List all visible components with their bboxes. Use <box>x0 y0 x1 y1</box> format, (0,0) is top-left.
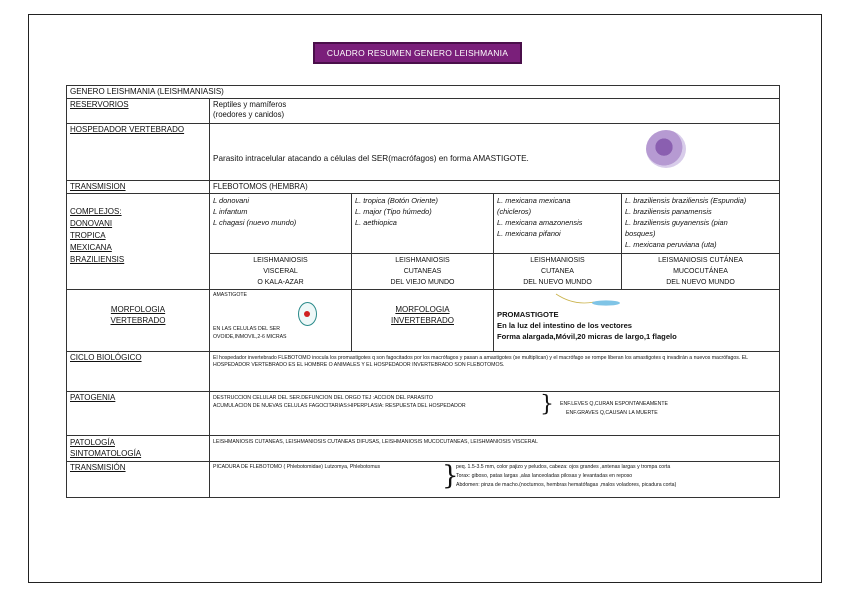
row-ciclo <box>67 352 780 392</box>
hospedador-content <box>210 124 780 181</box>
disease-cutanea-nuevo <box>494 254 622 290</box>
complejos-label-5: BRAZILIENSIS <box>70 255 125 264</box>
promastigote-line: En la luz del intestino de los vectores <box>497 321 633 330</box>
label-reservorios: RESERVORIOS <box>67 99 210 124</box>
disease-line: LEISHMANIOSIS <box>395 257 450 264</box>
disease-line: O KALA-AZAR <box>257 279 304 286</box>
flagellum-shape <box>556 294 594 303</box>
label-hospedador: HOSPEDADOR VERTEBRADO <box>67 124 210 181</box>
brace-icon: } <box>442 461 459 491</box>
transmision2-detail-2: Torax: giboso, patas largas ,alas lanceoladas pilosas y levantadas en reposo <box>456 473 633 479</box>
disease-line: LEISHMANIOSIS <box>253 257 308 264</box>
transmision2-text: PICADURA DE FLEBOTOMO ( Phlebotomidae) Lutzomya, Phlebotomus <box>213 464 381 470</box>
amastigote-image <box>298 302 317 326</box>
brace-icon: } <box>540 392 554 417</box>
species-item: (chicleros) <box>497 207 532 216</box>
label-patologia <box>67 436 210 462</box>
document-title: CUADRO RESUMEN GENERO LEISHMANIA <box>313 42 522 64</box>
summary-table <box>66 85 780 498</box>
morfologia-label-1: MORFOLOGIA <box>110 305 166 314</box>
species-item: L. major (Tipo húmedo) <box>355 207 432 216</box>
disease-line: CUTANEA <box>541 268 574 275</box>
species-item: L infantum <box>213 207 248 216</box>
promastigote-image <box>554 292 634 310</box>
patogenia-note-1: ENF.LEVES Q,CURAN ESPONTANEAMENTE <box>560 401 668 407</box>
disease-line: MUCOCUTÁNEA <box>673 268 728 275</box>
amastigote-desc-2: OVOIDE,INMOVIL,2-6 MICRAS <box>213 334 287 340</box>
species-item: bosques) <box>625 229 656 238</box>
species-item: L. mexicana amazonensis <box>497 218 583 227</box>
label-complejos <box>67 194 210 290</box>
patogenia-note-2: ENF.GRAVES Q,CAUSAN LA MUERTE <box>566 410 658 416</box>
species-item: L chagasi (nuevo mundo) <box>213 218 297 227</box>
disease-line: VISCERAL <box>263 268 298 275</box>
morfologia-label-2: VERTEBRADO <box>110 316 166 325</box>
species-item: L. tropica (Botón Oriente) <box>355 196 438 205</box>
amoeba-cell-image <box>646 130 686 168</box>
row-transmision-2 <box>67 462 780 498</box>
disease-line: DEL NUEVO MUNDO <box>666 279 735 286</box>
species-item: L donovani <box>213 196 250 205</box>
table-header: GENERO LEISHMANIA (LEISHMANIASIS) <box>67 86 780 99</box>
patogenia-text-2: ACUMULACION DE NUEVAS CELULAS FAGOCITARIAS:HIPERPLASIA: RESPUESTA DEL HOSPEDADOR <box>213 403 466 409</box>
transmision2-detail-1: peq. 1.5-3.5 mm, color pajizo y peludos, cabeza: ojos grandes ,antenas largas y trompa corta <box>456 464 671 470</box>
patologia-text: LEISHMANIOSIS CUTANEAS, LEISHMANIOSIS CUTANEAS DIFUSAS, LEISHMANIOSIS MUCOCUTANEAS, LEISHMANIOSIS VISCERAL <box>210 436 780 462</box>
complejo-tropica <box>352 194 494 254</box>
reservorios-text-2: (roedores y canidos) <box>213 110 285 119</box>
disease-line: LEISMANIOSIS CUTÁNEA <box>658 257 743 264</box>
table-header-row <box>67 86 780 99</box>
species-item: L. braziliensis panamensis <box>625 207 712 216</box>
disease-mucocutanea <box>622 254 780 290</box>
label-transmision-2: TRANSMISIÓN <box>67 462 210 498</box>
amastigote-cell <box>210 290 352 352</box>
patogenia-text-1: DESTRUCCION CELULAR DEL SER.DEFUNCION DEL ORGO TEJ :ACCION DEL PARASITO <box>213 395 433 401</box>
reservorios-content <box>210 99 780 124</box>
label-transmision: TRANSMISION <box>67 181 210 194</box>
label-patogenia: PATOGENIA <box>67 392 210 436</box>
complejos-label-1: COMPLEJOS: <box>70 207 122 216</box>
species-item: L. braziliensis guyanensis (pian <box>625 218 728 227</box>
label-morfologia-invertebrado <box>352 290 494 352</box>
summary-table-container <box>66 85 779 498</box>
species-item: L. mexicana peruviana (uta) <box>625 240 717 249</box>
ciclo-text: El hospedador invertebrado FLEBOTOMO inocula los promastigotes q son fagocitados por los macrófagos y pasan a amastigotes (se multiplican) y el macrófago se rompe liberan los amastigotes q invadirán a nuevos macrófagos. EL HOSPEDADOR VERTEBRADO ES EL HOMBRE O ANIMALES Y EL HOSPEDADOR INVERTEBRADO SON FLEBOTOMOS. <box>210 352 780 392</box>
reservorios-text-1: Reptiles y mamíferos <box>213 100 287 109</box>
row-morfologia <box>67 290 780 352</box>
promastigote-line: Forma alargada,Móvil,20 micras de largo,1 flagelo <box>497 332 677 341</box>
complejo-braziliensis <box>622 194 780 254</box>
disease-line: DEL VIEJO MUNDO <box>390 279 455 286</box>
morfologia-invert-label-2: INVERTEBRADO <box>391 316 454 325</box>
complejos-label-3: TROPICA <box>70 231 106 240</box>
row-complejos <box>67 194 780 254</box>
row-patologia <box>67 436 780 462</box>
promastigote-text <box>497 309 777 342</box>
patologia-label-1: PATOLOGÍA <box>70 438 115 447</box>
disease-line: CUTANEAS <box>403 268 442 275</box>
row-transmision <box>67 181 780 194</box>
transmision2-detail-3: Abdomen: pinza de macho.(nocturnos, hembras hematófagas ,malos voladores, picadura corta) <box>456 482 677 488</box>
patologia-label-2: SINTOMATOLOGÍA <box>70 449 142 458</box>
species-item: L. mexicana pifanoi <box>497 229 561 238</box>
transmision-text: FLEBOTOMOS (HEMBRA) <box>210 181 780 194</box>
amastigote-desc-1: EN LAS CELULAS DEL SER <box>213 326 280 332</box>
promastigote-line: PROMASTIGOTE <box>497 310 559 319</box>
complejos-label-2: DONOVANI <box>70 219 113 228</box>
species-item: L. mexicana mexicana <box>497 196 571 205</box>
complejo-mexicana <box>494 194 622 254</box>
label-ciclo: CICLO BIOLÓGICO <box>67 352 210 392</box>
morfologia-invert-label-1: MORFOLOGIA <box>395 305 450 314</box>
row-reservorios <box>67 99 780 124</box>
transmision2-content <box>210 462 780 498</box>
disease-line: LEISHMANIOSIS <box>530 257 585 264</box>
disease-line: DEL NUEVO MUNDO <box>523 279 592 286</box>
patogenia-content <box>210 392 780 436</box>
hospedador-text: Parasito intracelular atacando a células del SER(macrófagos) en forma AMASTIGOTE. <box>213 154 529 163</box>
disease-visceral <box>210 254 352 290</box>
species-item: L. braziliensis braziliensis (Espundia) <box>625 196 747 205</box>
label-morfologia-vertebrado <box>67 290 210 352</box>
species-item: L. aethiopica <box>355 218 397 227</box>
promastigote-cell <box>494 290 780 352</box>
disease-cutanea-viejo <box>352 254 494 290</box>
complejos-label-4: MEXICANA <box>70 243 112 252</box>
row-hospedador <box>67 124 780 181</box>
amastigote-label: AMASTIGOTE <box>213 292 248 298</box>
row-patogenia <box>67 392 780 436</box>
promastigote-body <box>592 300 620 305</box>
complejo-donovani <box>210 194 352 254</box>
